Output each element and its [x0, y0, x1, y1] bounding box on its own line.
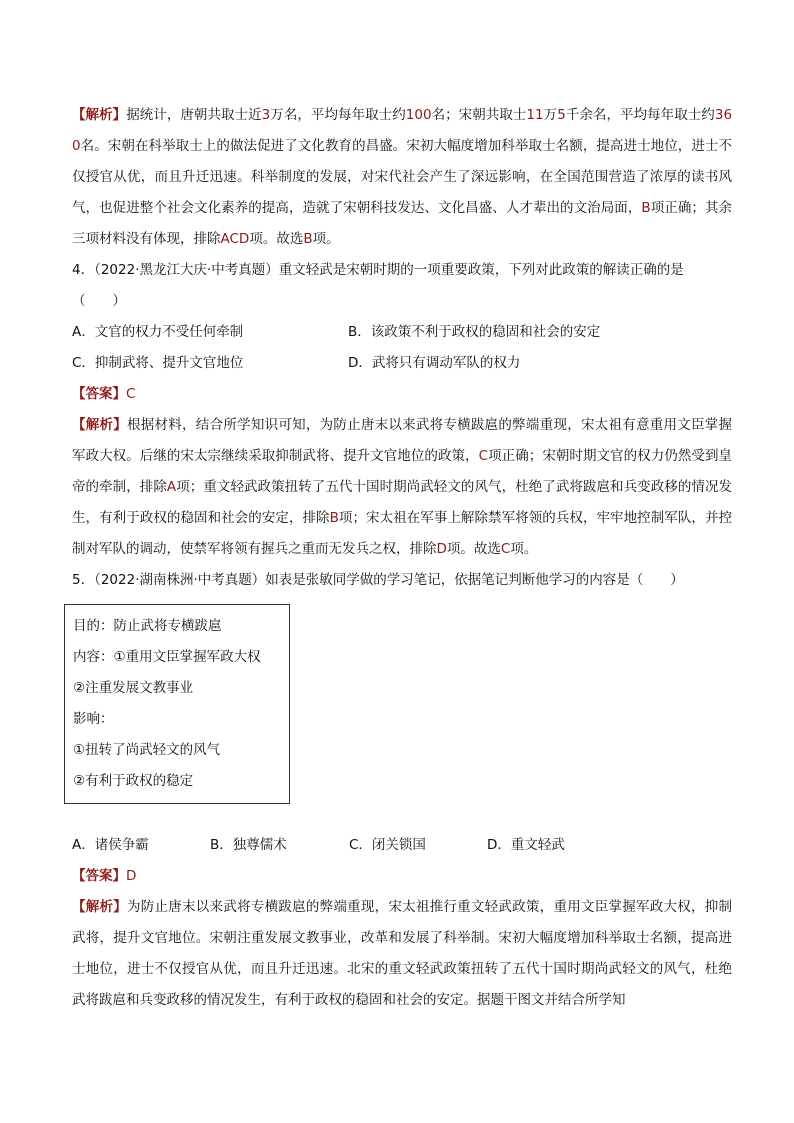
option-d: D．重文轻武	[487, 837, 565, 853]
option-d: D．武将只有调动军队的权力	[348, 355, 521, 371]
highlighted-text: B	[303, 231, 313, 247]
text-segment: 万	[543, 107, 558, 123]
highlighted-text: C	[478, 448, 489, 464]
highlighted-text: 11	[526, 107, 544, 123]
question-5-options	[72, 830, 732, 861]
text-segment: 项。故选	[446, 541, 501, 557]
highlighted-text: 100	[405, 107, 432, 123]
answer-tag: 【答案】	[72, 386, 126, 402]
text-segment: 名。宋朝在科举取士上的做法促进了文化教育的昌盛。宋初大幅度增加科举取士名额，提高进士地位，进士不仅授官从优，而且升迁迅速。科举制度的发展，对宋代社会产生了深远影响，在全国范围营造了浓厚的读书风气，也促进整个社会文化素养的提高，造就了宋朝科技发达、文化昌盛、人才辈出的文治局面，	[72, 138, 732, 216]
answer-value: D	[126, 868, 137, 884]
highlighted-text: B	[329, 510, 339, 526]
note-line: 内容：①重用文臣掌握军政大权	[73, 649, 261, 665]
answer-line-q4	[72, 379, 732, 410]
analysis-paragraph-q5	[72, 892, 732, 1016]
analysis-paragraph-q4	[72, 410, 732, 565]
text-segment: 名；宋朝共取士	[431, 107, 527, 123]
option-a: A．文官的权力不受任何牵制	[72, 324, 244, 340]
text-segment: 项。	[312, 231, 340, 247]
note-line: 目的：防止武将专横跋扈	[73, 618, 222, 634]
highlighted-text: 3	[261, 107, 271, 123]
text-segment: 项。	[510, 541, 538, 557]
text-segment: 项；宋太祖在军事上解除禁军将领的兵权，牢牢地控制军队，并控制对军队的调动，使禁军将领有握兵之重而无发兵之权，排除	[72, 510, 733, 557]
highlighted-text: A	[166, 479, 177, 495]
highlighted-text: D	[436, 541, 447, 557]
note-line: 影响：	[73, 711, 114, 727]
note-line: ①扭转了尚武轻文的风气	[73, 742, 221, 758]
highlighted-text: 360	[72, 107, 733, 154]
analysis-text	[72, 107, 732, 247]
highlighted-text: ACD	[220, 231, 250, 247]
highlighted-text: C	[500, 541, 511, 557]
text-segment: 项。故选	[249, 231, 304, 247]
text-segment: 为防止唐末以来武将专横跋扈的弊端重现，宋太祖推行重文轻武政策，重用文臣掌握军政大权，抑制武将，提升文官地位。宋朝注重发展文教事业，改革和发展了科举制。宋初大幅度增加科举取士名额，提高进士地位，进士不仅授官从优，而且升迁迅速。北宋的重文轻武政策扭转了五代十国时期尚武轻文的风气，杜绝武将跋扈和兵变政移的情况发生，有利于政权的稳固和社会的安定。据题干图文并结合所学知	[72, 899, 733, 1008]
question-4-stem: 4．（2022·黑龙江大庆·中考真题）重文轻武是宋朝时期的一项重要政策，下列对此政策的解读正确的是	[72, 262, 684, 278]
analysis-tag: 【解析】	[72, 107, 127, 123]
answer-line-q5	[72, 861, 732, 892]
document-page	[72, 100, 732, 1016]
option-c: C．闭关锁国	[349, 837, 426, 853]
study-notes-box	[64, 604, 290, 804]
analysis-text	[72, 417, 732, 557]
note-line: ②注重发展文教事业	[73, 680, 194, 696]
text-segment: 根据材料，结合所学知识可知，为防止唐末以来武将专横跋扈的弊端重现，宋太祖有意重用文臣掌握军政大权。后继的宋太宗继续采取抑制武将、提升文官地位的政策，	[72, 417, 733, 464]
question-5-stem: 5．（2022·湖南株洲·中考真题）如表是张敏同学做的学习笔记，依据笔记判断他学习的内容是（ ）	[72, 572, 684, 588]
highlighted-text: B	[641, 200, 651, 216]
note-line: ②有利于政权的稳定	[73, 773, 194, 789]
text-segment: 万名，平均每年取士约	[270, 107, 406, 123]
question-4-options	[72, 317, 732, 379]
answer-value: C	[126, 386, 136, 402]
text-segment: 项正确；宋朝时期文官的权力仍然受到皇帝的牵制，排除	[72, 448, 733, 495]
analysis-tag: 【解析】	[72, 417, 128, 433]
option-b: B．独尊儒术	[210, 837, 287, 853]
highlighted-text: 5	[557, 107, 566, 123]
analysis-paragraph-q3	[72, 100, 732, 255]
analysis-tag: 【解析】	[72, 899, 128, 915]
text-segment: 项正确；其余三项材料没有体现，排除	[72, 200, 733, 247]
answer-tag: 【答案】	[72, 868, 126, 884]
analysis-text	[72, 899, 732, 1008]
text-segment: 据统计，唐朝共取士近	[126, 107, 262, 123]
question-4-paren: （ ）	[72, 293, 126, 309]
option-a: A．诸侯争霸	[72, 837, 149, 853]
text-segment: 项；重文轻武政策扭转了五代十国时期尚武轻文的风气，杜绝了武将跋扈和兵变政移的情况发生，有利于政权的稳固和社会的安定，排除	[72, 479, 733, 526]
option-b: B．该政策不利于政权的稳固和社会的安定	[348, 324, 601, 340]
text-segment: 千余名，平均每年取士约	[565, 107, 715, 123]
option-c: C．抑制武将、提升文官地位	[72, 355, 244, 371]
